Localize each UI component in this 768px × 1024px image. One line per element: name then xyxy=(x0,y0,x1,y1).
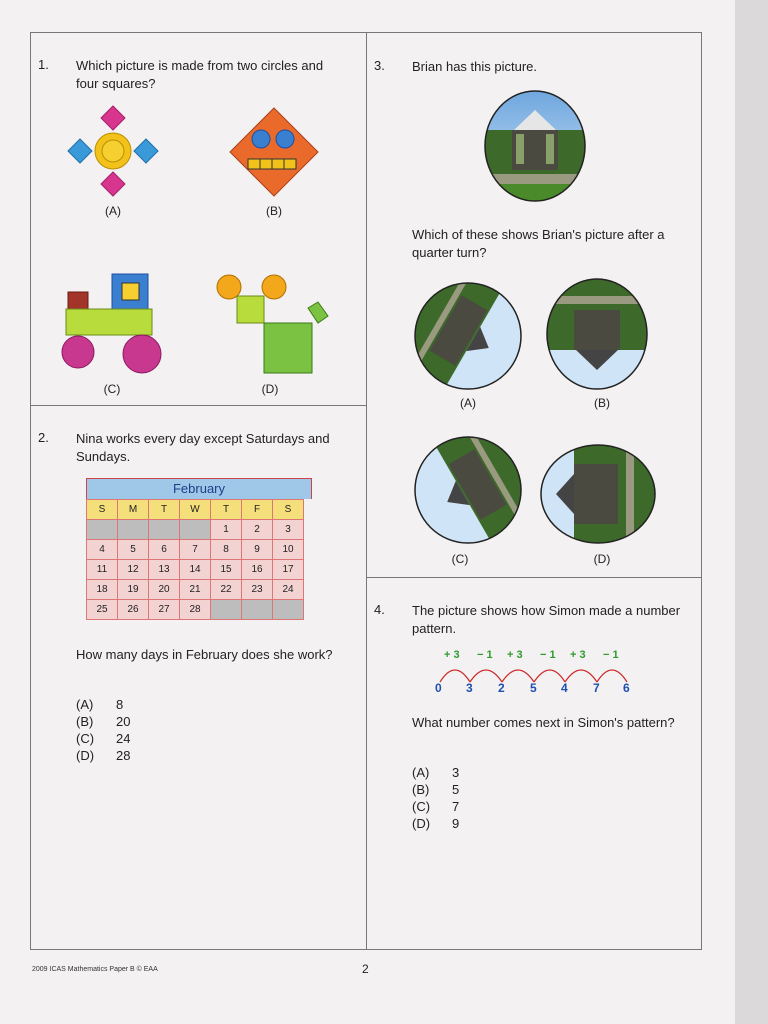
calendar-cell: 23 xyxy=(242,580,273,600)
q2-options xyxy=(76,696,130,764)
q3-original-picture xyxy=(484,90,586,202)
q2-option-a[interactable] xyxy=(76,696,130,713)
q2-option-d[interactable] xyxy=(76,747,130,764)
column-divider xyxy=(366,32,367,950)
calendar-cell: 8 xyxy=(211,540,242,560)
calendar-cell: 19 xyxy=(118,580,149,600)
page-edge xyxy=(735,0,768,1024)
q4-options xyxy=(412,764,459,832)
q4-question: What number comes next in Simon's pattern? xyxy=(412,715,675,730)
calendar-cell: 17 xyxy=(273,560,304,580)
calendar-cell: 21 xyxy=(180,580,211,600)
q4-op: + 3 xyxy=(507,649,523,661)
q4-option-a[interactable] xyxy=(412,764,459,781)
calendar-cell: 11 xyxy=(87,560,118,580)
q3-option-a-picture xyxy=(414,282,522,390)
q3-option-c-picture xyxy=(414,436,522,544)
q4-option-label: (C) xyxy=(412,799,431,814)
q4-number: 4. xyxy=(374,602,385,617)
calendar-cell: 5 xyxy=(118,540,149,560)
calendar-cell: 4 xyxy=(87,540,118,560)
calendar-cell: 24 xyxy=(273,580,304,600)
calendar-cell xyxy=(242,600,273,620)
q4-option-b[interactable] xyxy=(412,781,459,798)
q1-label-b: (B) xyxy=(266,204,282,218)
calendar-cell xyxy=(87,520,118,540)
calendar-cell: 13 xyxy=(149,560,180,580)
q2-option-value: 8 xyxy=(116,697,124,712)
q2-option-label: (C) xyxy=(76,731,95,746)
q3-number: 3. xyxy=(374,58,385,73)
calendar-grid xyxy=(86,499,304,620)
q4-option-d[interactable] xyxy=(412,815,459,832)
q4-option-value: 5 xyxy=(452,782,460,797)
calendar-cell: 28 xyxy=(180,600,211,620)
q4-op: − 1 xyxy=(603,649,619,661)
q1-number: 1. xyxy=(38,57,49,72)
q4-seq-number: 7 xyxy=(593,681,600,695)
q3-label-a: (A) xyxy=(460,396,476,410)
q4-option-value: 3 xyxy=(452,765,460,780)
calendar-cell: 6 xyxy=(149,540,180,560)
q2-option-b[interactable] xyxy=(76,713,130,730)
q4-option-label: (A) xyxy=(412,765,430,780)
q2-text: Nina works every day except Saturdays and Sundays. xyxy=(76,431,330,464)
q4-option-c[interactable] xyxy=(412,798,459,815)
q4-seq-number: 3 xyxy=(466,681,473,695)
q3-label-b: (B) xyxy=(594,396,610,410)
q4-op: + 3 xyxy=(570,649,586,661)
calendar-day-header: S xyxy=(273,500,304,520)
q3-label-c: (C) xyxy=(451,552,469,566)
calendar-day-header: M xyxy=(118,500,149,520)
calendar-day-header: S xyxy=(87,500,118,520)
calendar-cell: 25 xyxy=(87,600,118,620)
q3-question: Which of these shows Brian's picture after a quarter turn? xyxy=(412,227,665,260)
q2-option-value: 20 xyxy=(116,714,131,729)
calendar-cell: 27 xyxy=(149,600,180,620)
q2-option-value: 24 xyxy=(116,731,131,746)
calendar-cell: 22 xyxy=(211,580,242,600)
calendar-cell: 16 xyxy=(242,560,273,580)
q4-option-value: 7 xyxy=(452,799,460,814)
q4-seq-number: 2 xyxy=(498,681,505,695)
q4-operations xyxy=(444,649,619,661)
divider-q1-q2 xyxy=(30,405,366,406)
calendar-day-header: T xyxy=(211,500,242,520)
divider-q3-q4 xyxy=(366,577,702,578)
q3-option-b-picture xyxy=(546,278,648,390)
q4-option-value: 9 xyxy=(452,816,460,831)
q1-label-a: (A) xyxy=(105,204,121,218)
q3-label-d: (D) xyxy=(593,552,611,566)
q1-figure-b xyxy=(228,106,320,198)
q2-question: How many days in February does she work? xyxy=(76,647,333,662)
calendar-day-header: W xyxy=(180,500,211,520)
calendar-cell xyxy=(180,520,211,540)
calendar-day-header: F xyxy=(242,500,273,520)
q3-option-d-picture xyxy=(540,444,656,544)
calendar-cell xyxy=(149,520,180,540)
calendar-cell: 3 xyxy=(273,520,304,540)
page-number: 2 xyxy=(362,962,369,976)
q4-seq-number: 0 xyxy=(435,681,442,695)
calendar-cell: 14 xyxy=(180,560,211,580)
q2-option-label: (B) xyxy=(76,714,94,729)
calendar-month: February xyxy=(86,478,312,499)
q4-option-label: (D) xyxy=(412,816,431,831)
february-calendar xyxy=(86,478,312,620)
q4-number-pattern xyxy=(430,646,640,696)
calendar-cell: 20 xyxy=(149,580,180,600)
calendar-cell: 2 xyxy=(242,520,273,540)
q1-label-d: (D) xyxy=(261,382,279,396)
calendar-cell xyxy=(273,600,304,620)
q2-option-label: (D) xyxy=(76,748,95,763)
q4-text: The picture shows how Simon made a number pattern. xyxy=(412,603,681,636)
q2-number: 2. xyxy=(38,430,49,445)
calendar-cell: 10 xyxy=(273,540,304,560)
calendar-cell: 9 xyxy=(242,540,273,560)
q2-option-c[interactable] xyxy=(76,730,130,747)
q1-text: Which picture is made from two circles and four squares? xyxy=(76,58,324,91)
calendar-cell: 15 xyxy=(211,560,242,580)
q2-option-label: (A) xyxy=(76,697,94,712)
q1-label-c: (C) xyxy=(103,382,121,396)
calendar-cell xyxy=(118,520,149,540)
q4-op: + 3 xyxy=(444,649,460,661)
calendar-cell: 12 xyxy=(118,560,149,580)
calendar-cell: 18 xyxy=(87,580,118,600)
q4-option-label: (B) xyxy=(412,782,430,797)
footer-copyright: 2009 ICAS Mathematics Paper B © EAA xyxy=(32,966,158,973)
calendar-cell: 1 xyxy=(211,520,242,540)
q4-op: − 1 xyxy=(540,649,556,661)
q4-seq-number: 4 xyxy=(561,681,568,695)
calendar-cell: 7 xyxy=(180,540,211,560)
q4-op: − 1 xyxy=(477,649,493,661)
calendar-cell xyxy=(211,600,242,620)
calendar-cell: 26 xyxy=(118,600,149,620)
q1-figure-c xyxy=(60,272,166,376)
q1-figure-a xyxy=(66,104,160,198)
q1-figure-d xyxy=(214,272,334,376)
q4-seq-number: 5 xyxy=(530,681,537,695)
calendar-day-header: T xyxy=(149,500,180,520)
q2-option-value: 28 xyxy=(116,748,131,763)
q3-text: Brian has this picture. xyxy=(412,59,538,74)
q4-seq-number: 6 xyxy=(623,681,630,695)
